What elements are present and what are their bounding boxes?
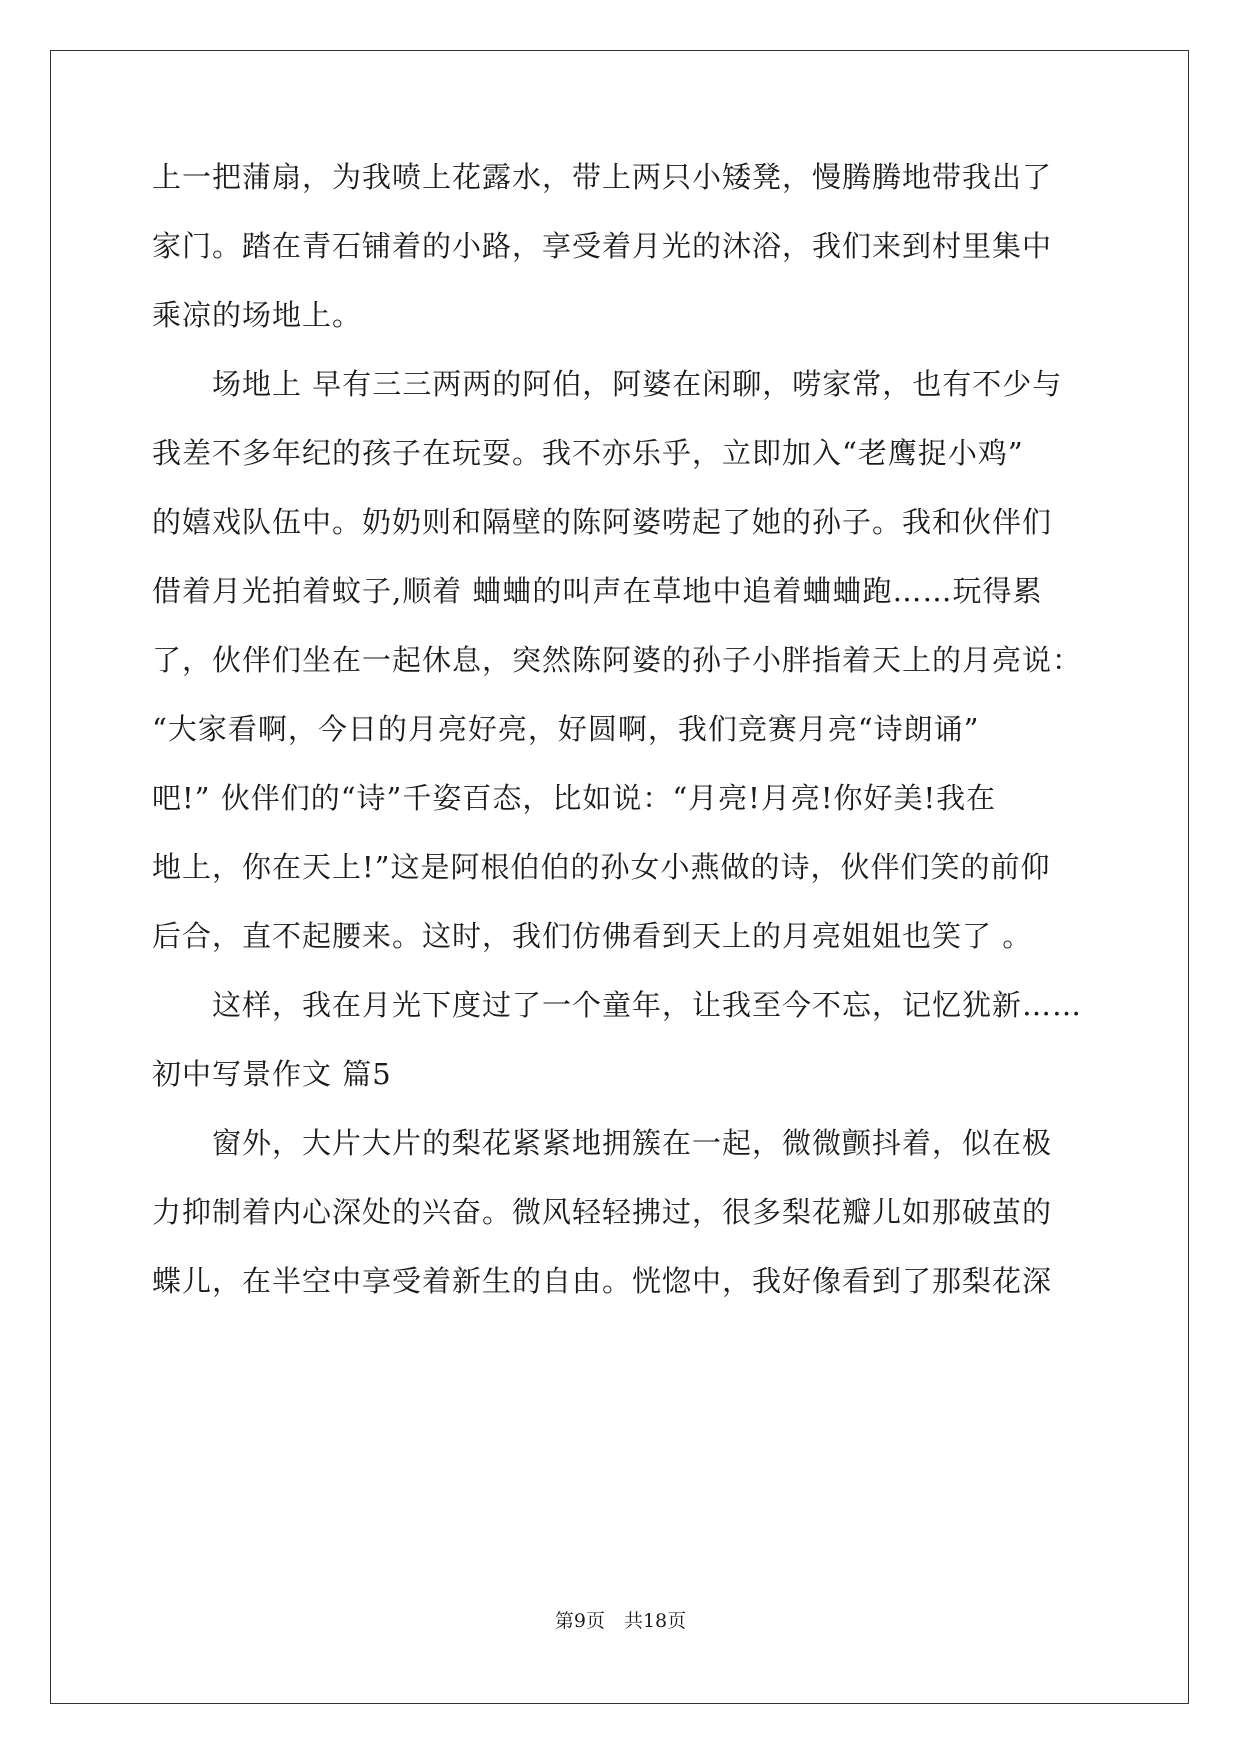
text-line-6: 的嬉戏队伍中。奶奶则和隔壁的陈阿婆唠起了她的孙子。我和伙伴们 (152, 505, 1053, 539)
text-line-1: 上一把蒲扇，为我喷上花露水，带上两只小矮凳，慢腾腾地带我出了 (152, 160, 1053, 194)
text-line-15: 窗外，大片大片的梨花紧紧地拥簇在一起，微微颤抖着，似在极 (152, 1126, 1053, 1160)
text-line-3: 乘凉的场地上。 (152, 298, 363, 332)
text-line-17: 蝶儿，在半空中享受着新生的自由。恍惚中，我好像看到了那梨花深 (152, 1264, 1053, 1298)
text-line-5: 我差不多年纪的孩子在玩耍。我不亦乐乎，立即加入“老鹰捉小鸡” (152, 436, 1024, 470)
text-line-2: 家门。踏在青石铺着的小路，享受着月光的沐浴，我们来到村里集中 (152, 229, 1053, 263)
text-line-11: 地上，你在天上!”这是阿根伯伯的孙女小燕做的诗，伙伴们笑的前仰 (152, 850, 1051, 884)
text-line-16: 力抑制着内心深处的兴奋。微风轻轻拂过，很多梨花瓣儿如那破茧的 (152, 1195, 1053, 1229)
page-number-footer: 第9页 共18页 (554, 1610, 687, 1632)
section-heading: 初中写景作文 篇5 (152, 1057, 392, 1091)
text-line-9: “大家看啊，今日的月亮好亮，好圆啊，我们竞赛月亮“诗朗诵” (152, 712, 980, 746)
text-line-7: 借着月光拍着蚊子,顺着 蛐蛐的叫声在草地中追着蛐蛐跑……玩得累 (152, 574, 1043, 608)
text-line-10: 吧!” 伙伴们的“诗”千姿百态，比如说：“月亮!月亮!你好美!我在 (152, 781, 997, 815)
text-line-12: 后合，直不起腰来。这时，我们仿佛看到天上的月亮姐姐也笑了 。 (152, 919, 1033, 953)
text-line-8: 了，伙伴们坐在一起休息，突然陈阿婆的孙子小胖指着天上的月亮说： (152, 643, 1083, 677)
text-line-4: 场地上 早有三三两两的阿伯，阿婆在闲聊，唠家常，也有不少与 (152, 367, 1063, 401)
text-line-13: 这样，我在月光下度过了一个童年，让我至今不忘，记忆犹新…… (152, 988, 1083, 1022)
